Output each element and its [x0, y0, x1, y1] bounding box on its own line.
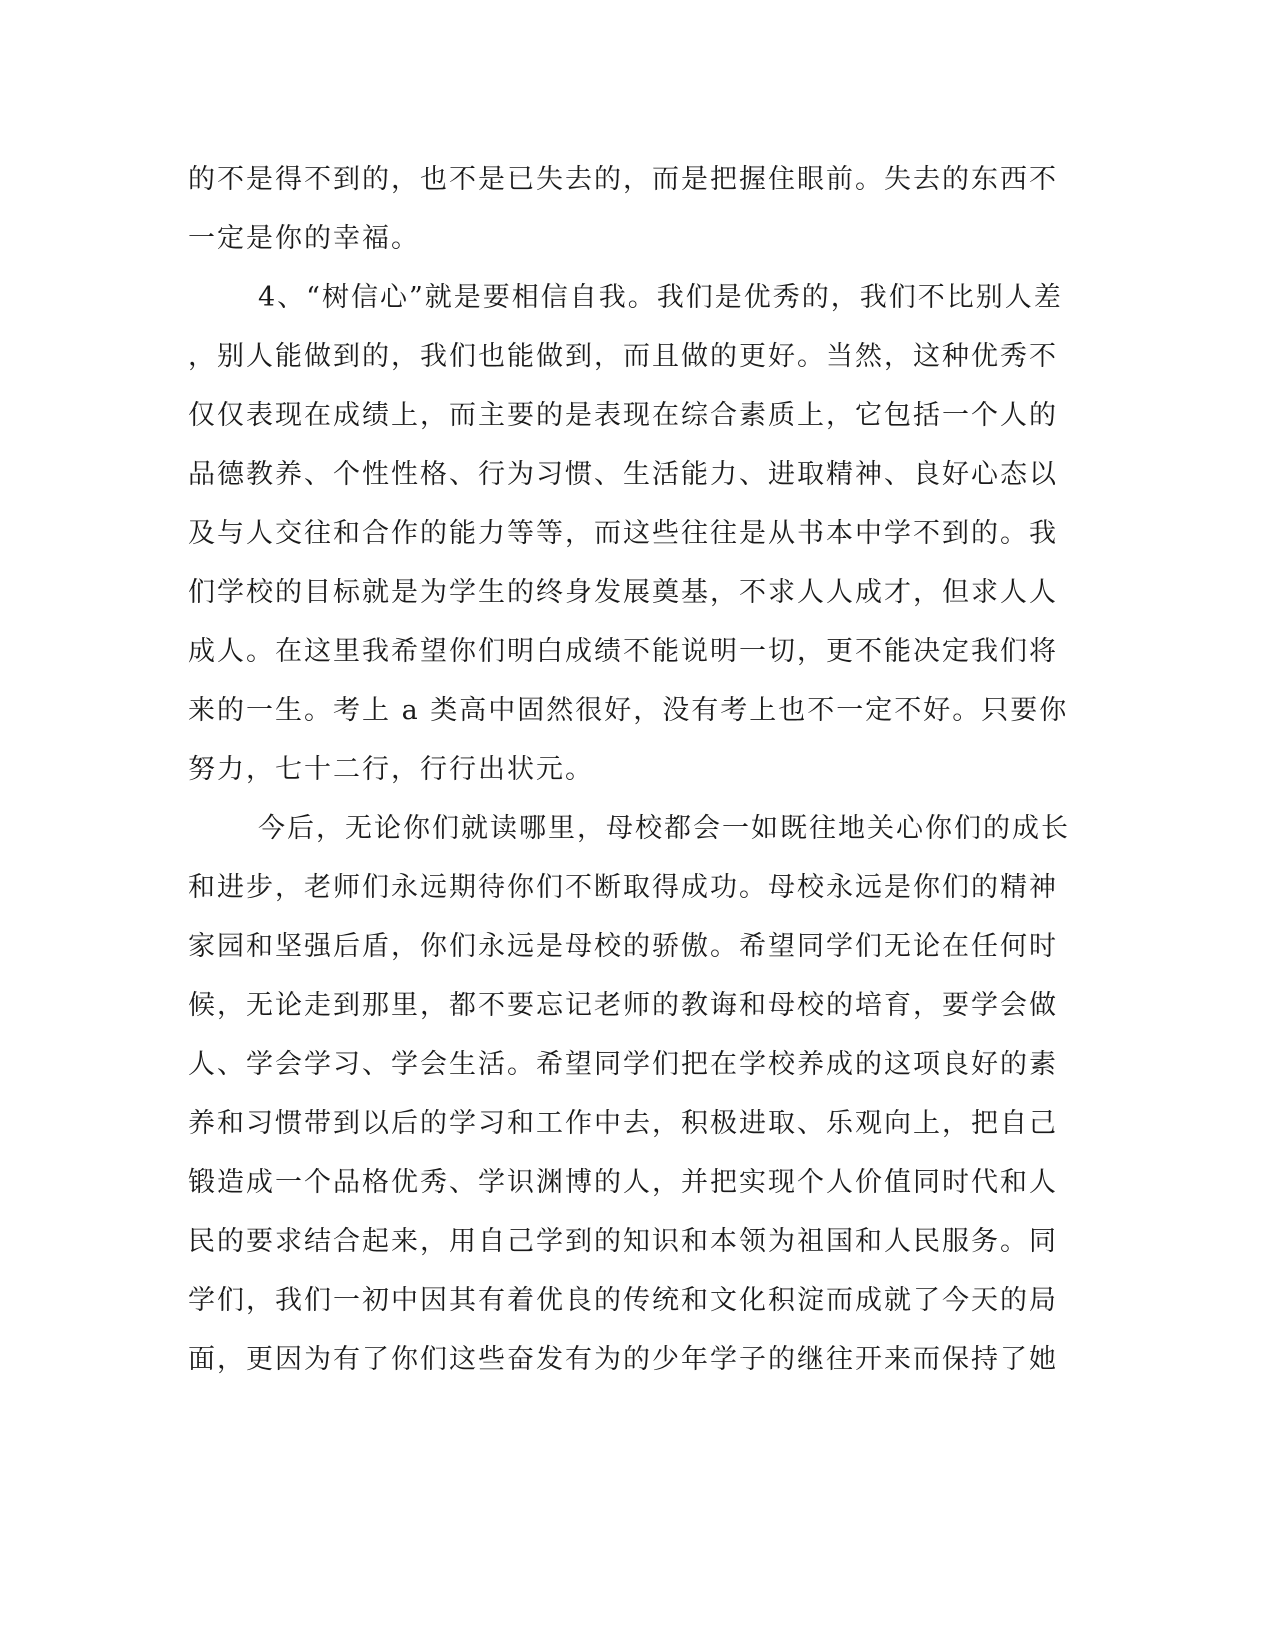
text-line: 候，无论走到那里，都不要忘记老师的教诲和母校的培育，要学会做	[188, 990, 1058, 1021]
text-line: 家园和坚强后盾，你们永远是母校的骄傲。希望同学们无论在任何时	[188, 931, 1058, 962]
text-line: 和进步，老师们永远期待你们不断取得成功。母校永远是你们的精神	[188, 872, 1058, 903]
text-line: 们学校的目标就是为学生的终身发展奠基，不求人人成才，但求人人	[188, 577, 1058, 608]
text-line: 来的一生。考上 a 类高中固然很好，没有考上也不一定不好。只要你	[188, 695, 1069, 726]
text-line: ，别人能做到的，我们也能做到，而且做的更好。当然，这种优秀不	[188, 341, 1058, 372]
text-line: 今后，无论你们就读哪里，母校都会一如既往地关心你们的成长	[258, 813, 1070, 844]
text-line: 人、学会学习、学会生活。希望同学们把在学校养成的这项良好的素	[188, 1049, 1058, 1080]
text-line: 及与人交往和合作的能力等等，而这些往往是从书本中学不到的。我	[188, 518, 1058, 549]
text-line: 锻造成一个品格优秀、学识渊博的人，并把实现个人价值同时代和人	[188, 1167, 1058, 1198]
text-line: 仅仅表现在成绩上，而主要的是表现在综合素质上，它包括一个人的	[188, 400, 1058, 431]
text-line: 养和习惯带到以后的学习和工作中去，积极进取、乐观向上，把自己	[188, 1108, 1058, 1139]
text-line: 学们，我们一初中因其有着优良的传统和文化积淀而成就了今天的局	[188, 1285, 1058, 1316]
text-line: 民的要求结合起来，用自己学到的知识和本领为祖国和人民服务。同	[188, 1226, 1058, 1257]
text-line: 面，更因为有了你们这些奋发有为的少年学子的继往开来而保持了她	[188, 1344, 1058, 1375]
text-line: 4、“树信心”就是要相信自我。我们是优秀的，我们不比别人差	[258, 282, 1063, 313]
text-line: 成人。在这里我希望你们明白成绩不能说明一切，更不能决定我们将	[188, 636, 1058, 667]
text-line: 努力，七十二行，行行出状元。	[188, 754, 594, 785]
text-line: 品德教养、个性性格、行为习惯、生活能力、进取精神、良好心态以	[188, 459, 1058, 490]
text-line: 一定是你的幸福。	[188, 223, 420, 254]
text-line: 的不是得不到的，也不是已失去的，而是把握住眼前。失去的东西不	[188, 164, 1058, 195]
